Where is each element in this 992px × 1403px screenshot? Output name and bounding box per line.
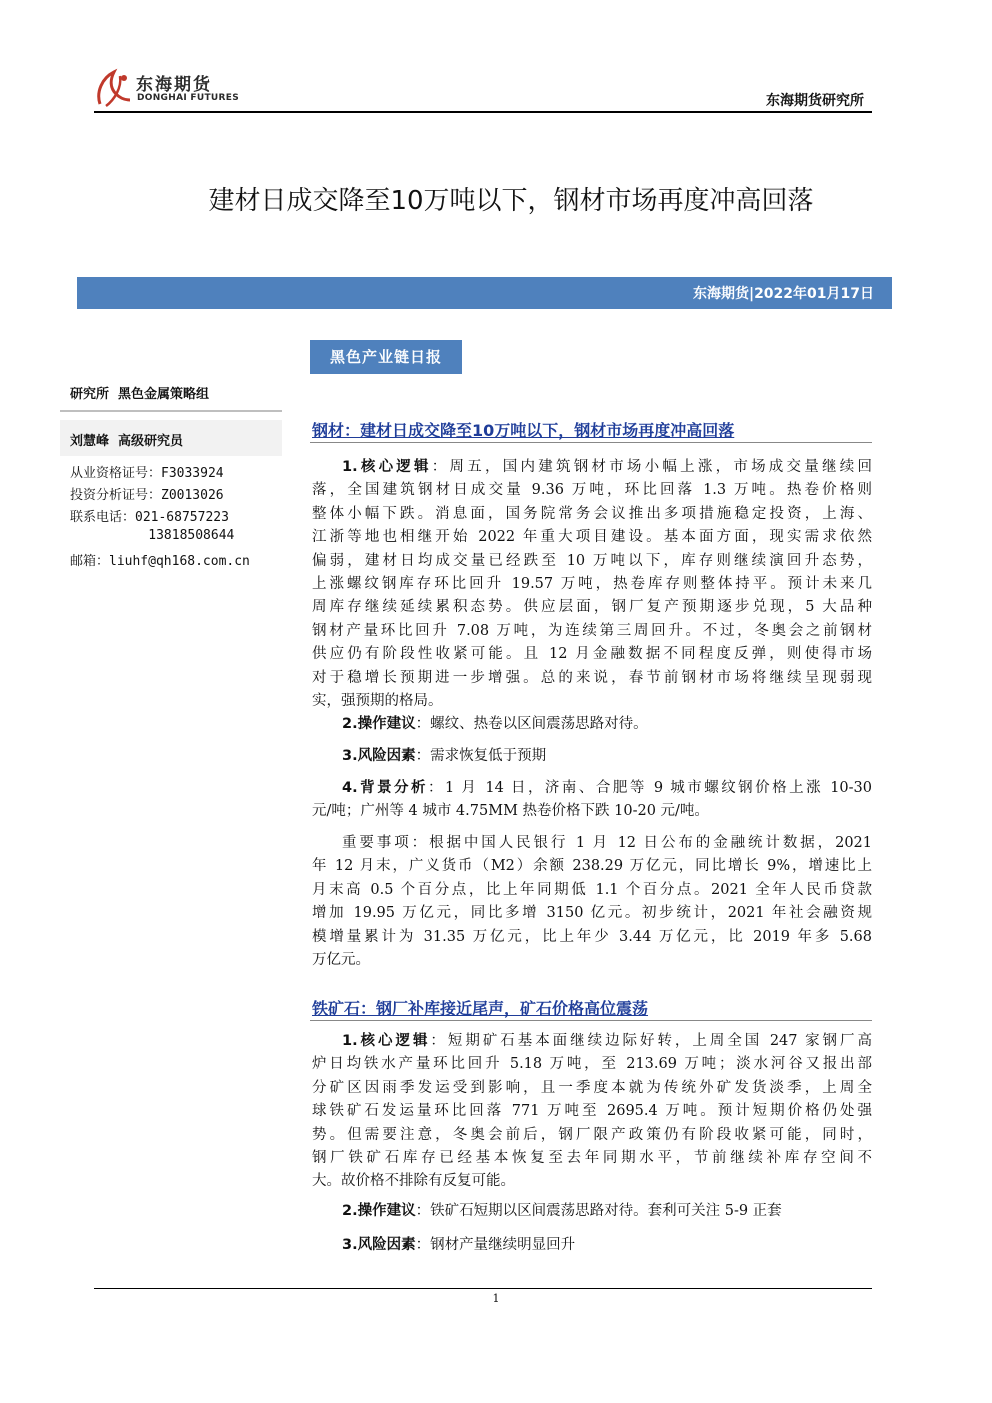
steel-op-label: 2.操作建议 — [342, 716, 416, 732]
logo-en-text: DONGHAI FUTURES — [137, 93, 239, 103]
license-number: 从业资格证号：F3033924 — [70, 466, 224, 481]
steel-risk-label: 3.风险因素 — [342, 748, 416, 764]
steel-logic-label: 1.核心逻辑 — [342, 459, 432, 475]
report-type-tag: 黑色产业链日报 — [310, 340, 462, 374]
ore-op-label: 2.操作建议 — [342, 1203, 416, 1219]
company-logo — [94, 66, 239, 110]
date-text: 东海期货|2022年01月17日 — [692, 286, 874, 302]
ore-risk-factors: 3.风险因素：钢材产量继续明显回升 — [342, 1237, 576, 1253]
ore-logic-label: 1.核心逻辑 — [342, 1033, 431, 1049]
sidebar-divider-top — [60, 410, 282, 412]
advisor-number: 投资分析证号：Z0013026 — [70, 488, 224, 503]
analyst-name: 刘慧峰 高级研究员 — [70, 434, 184, 449]
ore-risk-label: 3.风险因素 — [342, 1237, 416, 1253]
steel-risk-factors: 3.风险因素：需求恢复低于预期 — [342, 748, 547, 764]
logo-cn-text: 东海期货 — [136, 75, 212, 95]
steel-operation-advice: 2.操作建议：螺纹、热卷以区间震荡思路对待。 — [342, 716, 648, 732]
steel-important-note: 重要事项：根据中国人民银行 1 月 12 日公布的金融统计数据，2021 年 12 月末，广义货币（M2）余额 238.29 万亿元，同比增长 9%，增速比上 月末高 0.5 个百分点，比上年同期低 1.1 个百分点。2021 全年人民币贷款 增加 19.95 万亿元，同比多增 3150 亿元。初步统计，2021 年社会融资规 模增量累计为 31.35 万亿元，比上年少 3.44 万亿元，比 2019 年多 5.68 万亿元。 — [312, 835, 872, 969]
date-banner — [77, 277, 892, 309]
email-address[interactable]: 邮箱：liuhf@qh168.com.cn — [70, 554, 250, 569]
research-group: 研究所 黑色金属策略组 — [70, 387, 210, 402]
steel-section-heading[interactable]: 钢材：建材日成交降至10万吨以下，钢材市场再度冲高回落 — [312, 421, 735, 440]
phone-number: 联系电话：021-68757223 — [70, 510, 229, 525]
document-title: 建材日成交降至10万吨以下，钢材市场再度冲高回落 — [208, 186, 814, 216]
page-number: 1 — [492, 1292, 500, 1305]
steel-section-rule — [310, 442, 872, 443]
steel-bg-label: 4.背景分析 — [342, 780, 429, 796]
header-divider — [94, 111, 872, 113]
steel-core-logic: 1.核心逻辑：周五，国内建筑钢材市场小幅上涨，市场成交量继续回 落，全国建筑钢材日成交量 9.36 万吨，环比回落 1.3 万吨。热卷价格则 整体小幅下跌。消息面，国务院常务会议推出多项措施稳定投资，上海、 江浙等地也相继开始 2022 年重大项目建设。基本面方面，现实需求依然 偏弱，建材日均成交量已经跌至 10 万吨以下，库存则继续演回升态势， 上涨螺纹钢库存环比回升 19.57 万吨，热卷库存则整体持平。预计未来几 周库存继续延续累积态势。供应层面，钢厂复产预期逐步兑现，5 大品种 钢材产量环比回升 7.08 万吨，为连续第三周回升。不过，冬奥会之前钢材 供应仍有阶段性收紧可能。且 12 月金融数据不同程度反弹，则使得市场 对于稳增长预期进一步增强。总的来说，春节前钢材市场将继续呈现弱现 实，强预期的格局。 — [312, 459, 872, 710]
footer-divider — [94, 1288, 872, 1289]
steel-background: 4.背景分析：1 月 14 日，济南、合肥等 9 城市螺纹钢价格上涨 10-30 元/吨；广州等 4 城市 4.75MM 热卷价格下跌 10-20 元/吨。 — [312, 780, 872, 820]
ore-operation-advice: 2.操作建议：铁矿石短期以区间震荡思路对待。套利可关注 5-9 正套 — [342, 1203, 782, 1219]
mobile-number: 13818508644 — [70, 528, 235, 543]
logo-emblem-icon — [94, 66, 134, 110]
ore-section-rule — [310, 1020, 872, 1021]
ore-section-heading[interactable]: 铁矿石：钢厂补库接近尾声，矿石价格高位震荡 — [312, 999, 649, 1018]
ore-core-logic: 1.核心逻辑：短期矿石基本面继续边际好转，上周全国 247 家钢厂高 炉日均铁水产量环比回升 5.18 万吨，至 213.69 万吨；淡水河谷又报出部 分矿区因雨季发运受到影响，且一季度本就为传统外矿发货淡季，上周全 球铁矿石发运量环比回落 771 万吨至 2695.4 万吨。预计短期价格仍处强 势。但需要注意，冬奥会前后，钢厂限产政策仍有阶段收紧可能，同时， 钢厂铁矿石库存已经基本恢复至去年同期水平，节前继续补库存空间不 大。故价格不排除有反复可能。 — [312, 1033, 872, 1190]
header-organization: 东海期货研究所 — [766, 93, 864, 109]
